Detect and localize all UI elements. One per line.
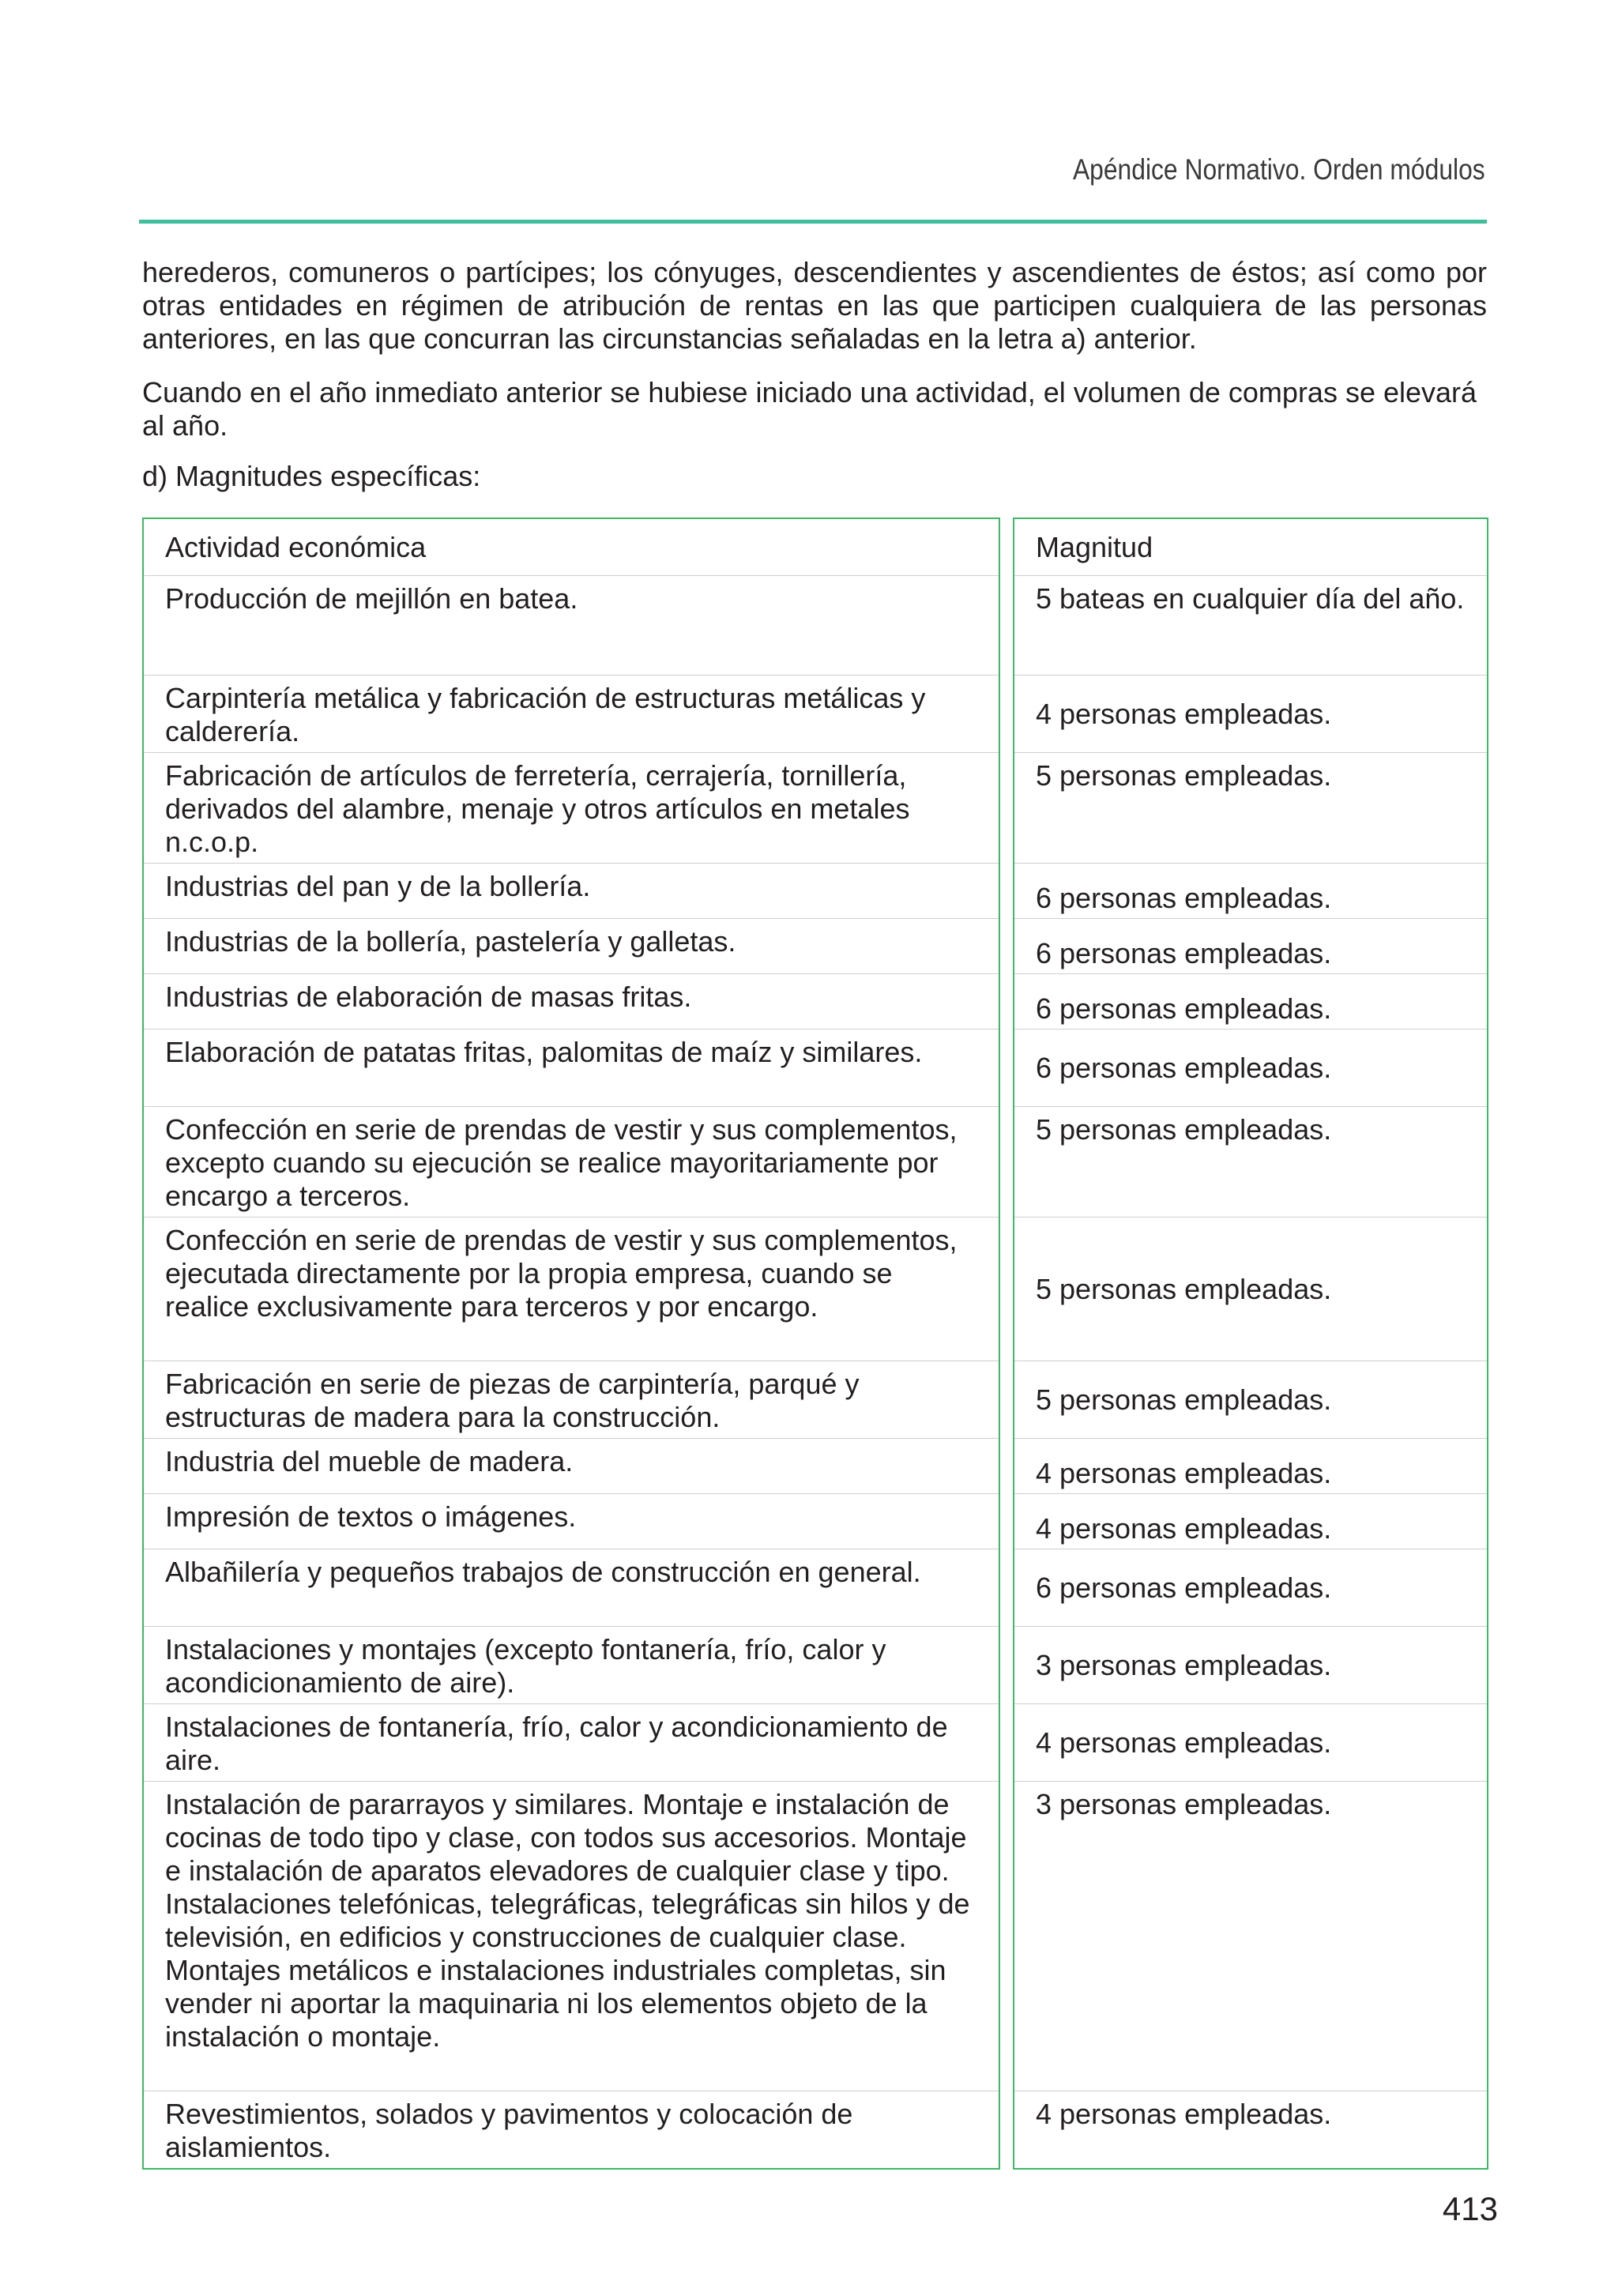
table-cell-activity: Fabricación en serie de piezas de carpintería, parqué y estructuras de madera para la construcción. (144, 1361, 999, 1438)
body-paragraph-2: Cuando en el año inmediato anterior se hubiese iniciado una actividad, el volumen de compras se elevará al año. (142, 376, 1477, 442)
table-cell-magnitude: 4 personas empleadas. (1014, 1438, 1487, 1493)
table-cell-magnitude: 5 personas empleadas. (1014, 1217, 1487, 1361)
table-cell-magnitude: 6 personas empleadas. (1014, 918, 1487, 973)
table-cell-magnitude: 5 personas empleadas. (1014, 1106, 1487, 1217)
header-divider (139, 220, 1487, 224)
page-header-title: Apéndice Normativo. Orden módulos (1073, 153, 1485, 186)
table-cell-magnitude: 5 bateas en cualquier día del año. (1014, 575, 1487, 675)
table-cell-activity: Industrias de la bollería, pastelería y galletas. (144, 918, 999, 973)
table-cell-activity: Industrias del pan y de la bollería. (144, 863, 999, 918)
table-cell-activity: Instalaciones de fontanería, frío, calor y acondicionamiento de aire. (144, 1703, 999, 1781)
table-cell-activity: Instalaciones y montajes (excepto fontanería, frío, calor y acondicionamiento de aire). (144, 1626, 999, 1703)
page-number: 413 (1442, 2190, 1498, 2227)
table-cell-magnitude: 6 personas empleadas. (1014, 1029, 1487, 1106)
table-cell-magnitude: 4 personas empleadas. (1014, 1703, 1487, 1781)
table-cell-activity: Albañilería y pequeños trabajos de construcción en general. (144, 1549, 999, 1626)
table-cell-magnitude: 5 personas empleadas. (1014, 752, 1487, 863)
table-cell-magnitude: 5 personas empleadas. (1014, 1361, 1487, 1438)
table-cell-activity: Elaboración de patatas fritas, palomitas de maíz y similares. (144, 1029, 999, 1106)
table-cell-activity: Instalación de pararrayos y similares. Montaje e instalación de cocinas de todo tipo y clase, con todos sus accesorios. Montaje e instalación de aparatos elevadores de cualquier clase y tipo. Instalaciones telefónicas, telegráficas, telegráficas sin hilos y de televisión, en edificios y construcciones de cualquier clase. Montajes metálicos e instalaciones industriales completas, sin vender ni aportar la maquinaria ni los elementos objeto de la instalación o montaje. (144, 1781, 999, 2091)
table-cell-magnitude: 3 personas empleadas. (1014, 1781, 1487, 2091)
section-heading: d) Magnitudes específicas: (142, 460, 481, 492)
table-column-magnitude (1013, 518, 1488, 2170)
table-cell-activity: Impresión de textos o imágenes. (144, 1493, 999, 1549)
table-cell-activity: Fabricación de artículos de ferretería, cerrajería, tornillería, derivados del alambre, menaje y otros artículos en metales n.c.o.p. (144, 752, 999, 863)
table-cell-magnitude: 6 personas empleadas. (1014, 973, 1487, 1029)
table-cell-magnitude: 4 personas empleadas. (1014, 675, 1487, 752)
table-cell-activity: Revestimientos, solados y pavimentos y colocación de aislamientos. (144, 2091, 999, 2168)
table-cell-activity: Industria del mueble de madera. (144, 1438, 999, 1493)
table-cell-magnitude: 3 personas empleadas. (1014, 1626, 1487, 1703)
table-cell-magnitude: 4 personas empleadas. (1014, 1493, 1487, 1549)
table-cell-activity: Carpintería metálica y fabricación de estructuras metálicas y calderería. (144, 675, 999, 752)
table-cell-activity: Confección en serie de prendas de vestir y sus complementos, ejecutada directamente por la propia empresa, cuando se realice exclusivamente para terceros y por encargo. (144, 1217, 999, 1361)
table-cell-magnitude: 6 personas empleadas. (1014, 863, 1487, 918)
table-cell-activity: Industrias de elaboración de masas fritas. (144, 973, 999, 1029)
body-paragraph-1: herederos, comuneros o partícipes; los cónyuges, descendientes y ascendientes de éstos; así como por otras entidades en régimen de atribución de rentas en las que participen cualquiera de las personas anteriores, en las que concurran las circunstancias señaladas en la letra a) anterior. (142, 256, 1487, 355)
table-cell-magnitude: 4 personas empleadas. (1014, 2091, 1487, 2168)
table-column-activity (142, 518, 1000, 2170)
table-header-activity: Actividad económica (165, 530, 427, 563)
table-header-magnitude: Magnitud (1036, 530, 1153, 563)
table-cell-activity: Producción de mejillón en batea. (144, 575, 999, 675)
table-cell-activity: Confección en serie de prendas de vestir y sus complementos, excepto cuando su ejecución se realice mayoritariamente por encargo a terceros. (144, 1106, 999, 1217)
table-cell-magnitude: 6 personas empleadas. (1014, 1549, 1487, 1626)
